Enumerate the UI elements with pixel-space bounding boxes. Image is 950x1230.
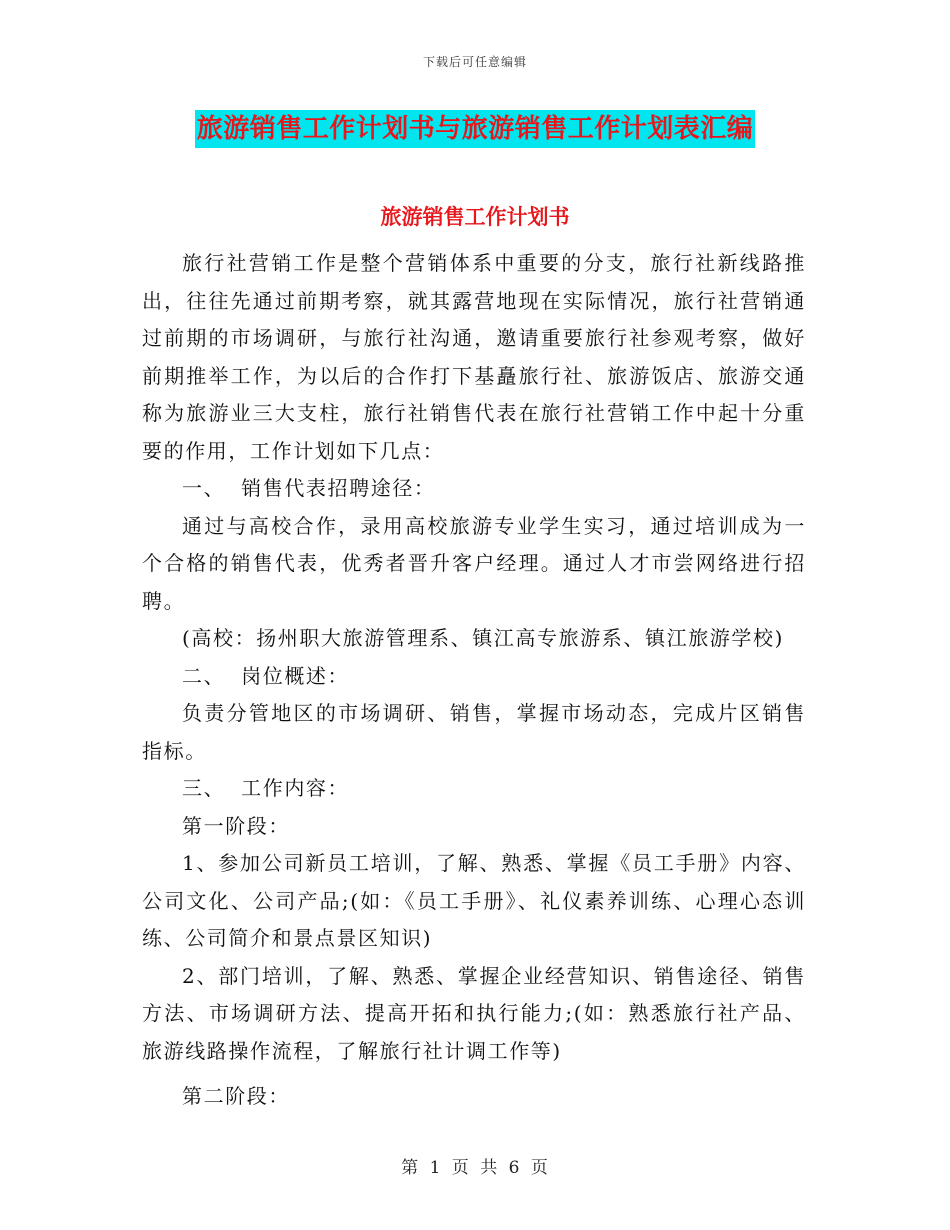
header-note: 下载后可任意编辑 <box>422 55 527 69</box>
paragraph-position: 负责分管地区的市场调研、销售，掌握市场动态，完成片区销售指标。 <box>142 701 806 763</box>
heading-recruitment: 一、 销售代表招聘途径： <box>182 476 436 500</box>
heading-position: 二、 岗位概述： <box>182 663 350 688</box>
document-title: 旅游销售工作计划书与旅游销售工作计划表汇编 <box>195 110 756 148</box>
page-footer: 第 1 页 共 6 页 <box>401 1158 549 1178</box>
paragraph-recruitment: 通过与高校合作，录用高校旅游专业学生实习，通过培训成为一个合格的销售代表，优秀者晋升客户经理。通过人才市尝网络进行招聘。 <box>142 513 806 613</box>
section-title: 旅游销售工作计划书 <box>380 204 570 229</box>
document-title-container <box>0 110 950 148</box>
paragraph-intro: 旅行社营销工作是整个营销体系中重要的分支，旅行社新线路推出，往往先通过前期考察，就其露营地现在实际情况，旅行社营销通过前期的市场调研，与旅行社沟通，邀请重要旅行社参观考察，做好前期推举工作，为以后的合作打下基矗旅行社、旅游饭店、旅游交通称为旅游业三大支柱，旅行社销售代表在旅行社营销工作中起十分重要的作用，工作计划如下几点： <box>142 251 806 463</box>
paragraph-stage-one-item-2: 2、部门培训，了解、熟悉、掌握企业经营知识、销售途径、销售方法、市场调研方法、提高开拓和执行能力;(如：熟悉旅行社产品、旅游线路操作流程，了解旅行社计调工作等) <box>142 963 806 1063</box>
document-body <box>142 245 806 1116</box>
paragraph-stage-one-item-1: 1、参加公司新员工培训，了解、熟悉、掌握《员工手册》内容、公司文化、公司产品;(如：《员工手册》、礼仪素养训练、心理心态训练、公司简介和景点景区知识) <box>142 851 806 950</box>
heading-work-content: 三、 工作内容： <box>182 776 350 800</box>
paragraph-colleges: (高校：扬州职大旅游管理系、镇江高专旅游系、镇江旅游学校) <box>182 626 785 650</box>
heading-stage-two: 第二阶段： <box>182 1084 290 1108</box>
heading-stage-one: 第一阶段： <box>182 813 290 838</box>
